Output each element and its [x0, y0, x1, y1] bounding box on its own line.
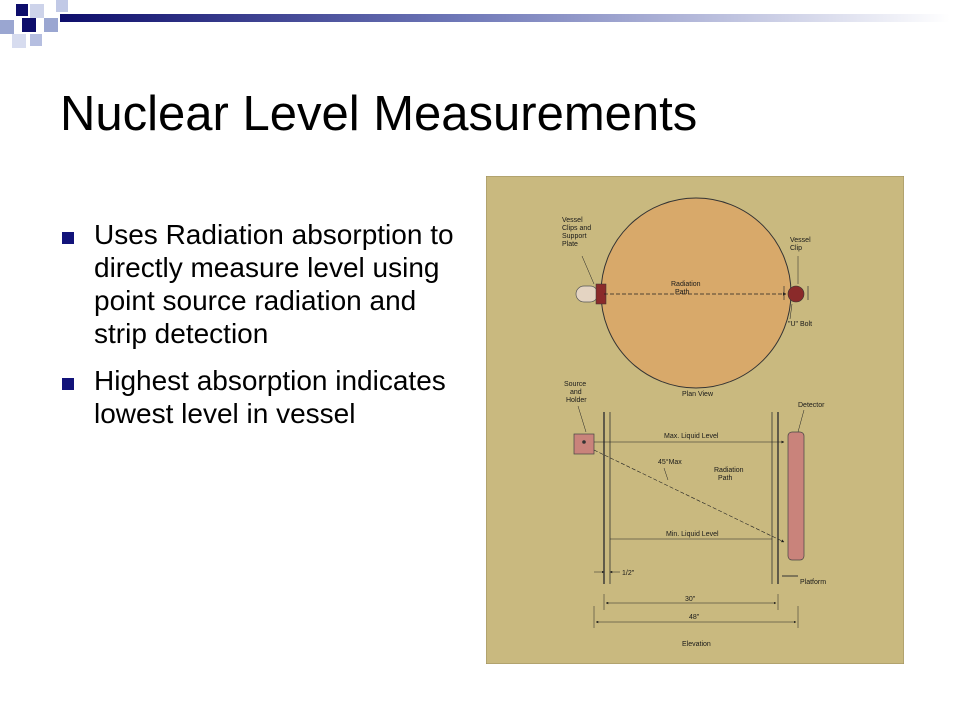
bullet-square-icon: [62, 232, 74, 244]
nuclear-level-diagram: [486, 176, 904, 664]
vessel-plan-circle: [601, 198, 791, 388]
source-holder: [574, 434, 594, 454]
dim-inner-label: 30": [685, 596, 696, 603]
gap-label: 1/2": [622, 570, 635, 577]
u-bolt-label: "U" Bolt: [788, 321, 813, 328]
detector-label: Detector: [798, 402, 825, 409]
radiation-path-elev-label: Radiation Path: [714, 467, 744, 482]
radiation-path-plan-label: Radiation Path: [671, 281, 701, 296]
bullet-text: Uses Radiation absorption to directly measure level using point source radiation and strip detection: [94, 219, 454, 349]
bullet-list: [60, 218, 460, 444]
max-level-label: Max. Liquid Level: [664, 433, 719, 440]
detector-strip: [788, 432, 804, 560]
source-label: Source and Holder: [564, 381, 587, 404]
slide-title: Nuclear Level Measurements: [60, 87, 698, 141]
dim-outer-label: 48": [689, 614, 700, 621]
detector-plan: [788, 286, 804, 302]
clip-label: Vessel Clip: [790, 237, 811, 252]
clips-label: Vessel Clips and Support Plate: [562, 217, 592, 248]
angle-label: 45°Max: [658, 459, 682, 466]
corner-decoration: [0, 0, 960, 60]
min-level-label: Min. Liquid Level: [666, 531, 719, 538]
bullet-item: [60, 364, 460, 430]
bullet-text: Highest absorption indicates lowest level in vessel: [94, 365, 446, 429]
platform-label: Platform: [800, 579, 827, 586]
elevation-label: Elevation: [682, 641, 711, 648]
plan-view-label: Plan View: [682, 391, 714, 398]
bullet-square-icon: [62, 378, 74, 390]
source-holder-plan: [576, 286, 598, 302]
bullet-item: [60, 218, 460, 350]
